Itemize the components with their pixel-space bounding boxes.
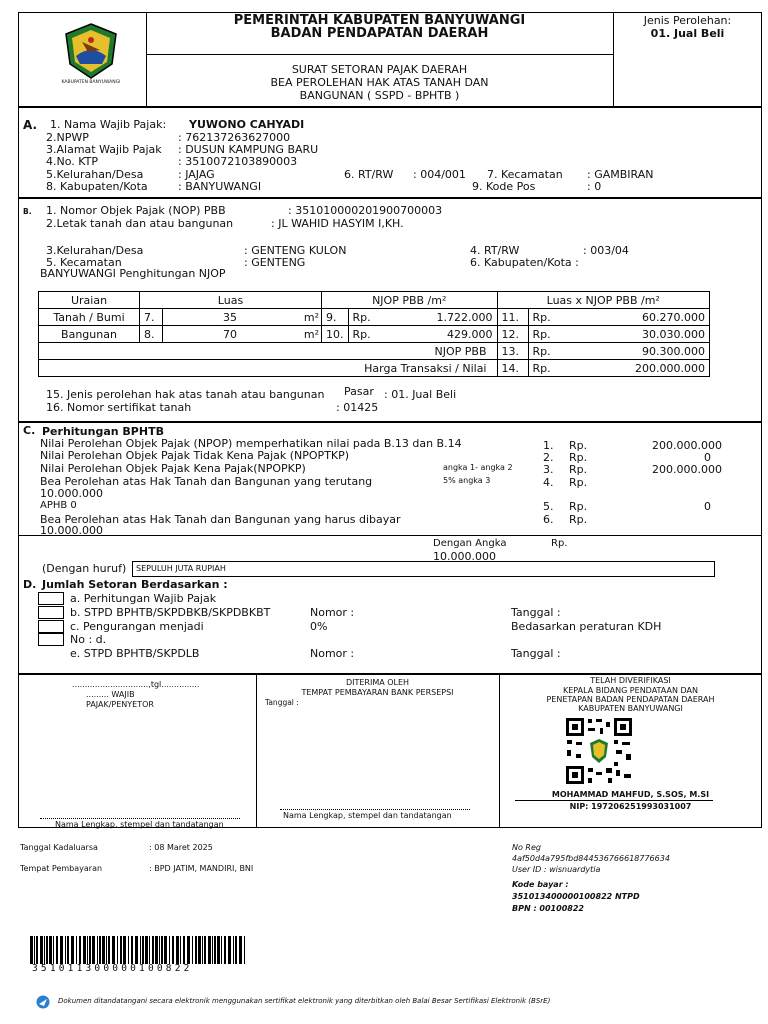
njop-pbb-no: 13. [497, 343, 528, 360]
barcode-bar [49, 936, 52, 964]
barcode-bar [120, 936, 122, 964]
table-row [39, 360, 710, 377]
barcode-bar [83, 936, 86, 964]
barcode-bar [76, 936, 77, 964]
bangunan-njop-no: 10. [322, 326, 349, 343]
njop-pbb-value: 90.300.000 [567, 343, 710, 360]
barcode-bar [235, 936, 237, 964]
barcode-bar [89, 936, 91, 964]
th-njop: NJOP PBB /m² [322, 292, 498, 309]
c-row6-value: 10.000.000 [40, 524, 103, 537]
regency-logo [62, 22, 120, 80]
barcode-bar [97, 936, 98, 964]
harga-rp: Rp. [528, 360, 567, 377]
section-b-marker: B. [23, 207, 32, 216]
barcode-bar [180, 936, 181, 964]
barcode-bar [152, 936, 154, 964]
checkbox-b[interactable] [38, 606, 64, 619]
barcode-bars [30, 936, 248, 964]
barcode-bar [217, 936, 220, 964]
barcode-bar [128, 936, 129, 964]
table-row [39, 343, 710, 360]
checkbox-d[interactable] [38, 633, 64, 646]
c-row4-note: 5% angka 3 [443, 476, 491, 485]
barcode-bar [65, 936, 66, 964]
barcode-bar [44, 936, 45, 964]
njop-table [38, 291, 710, 377]
noreg-value: 4af50d4a795fbd844536766618776634 [512, 854, 670, 863]
barcode-bar [53, 936, 54, 964]
barcode-bar [159, 936, 160, 964]
bangunan-luas-cell [163, 326, 322, 343]
barcode-bar [145, 936, 148, 964]
nop-value: : 351010000201900700003 [288, 204, 443, 217]
kodepos-value: : 0 [587, 180, 602, 193]
dengan-huruf-label: (Dengan huruf) [42, 562, 127, 575]
b-kelurahan-label: 3.Kelurahan/Desa [46, 244, 144, 257]
ktp-label: 4.No. KTP [46, 155, 98, 168]
rtrw-value: : 004/001 [413, 168, 466, 181]
c-row3-no: 3. [543, 463, 554, 476]
section-c-title: Perhitungan BPHTB [42, 425, 164, 438]
harga-transaksi-cell [39, 360, 498, 377]
c-row6-rp: Rp. [569, 513, 588, 526]
c-row4-rp: Rp. [569, 476, 588, 489]
kelurahan-label: 5.Kelurahan/Desa [46, 168, 144, 181]
barcode-bar [169, 936, 170, 964]
harga-transaksi-label2: Pasar [344, 385, 374, 398]
sig2-line1: DITERIMA OLEH [345, 678, 410, 687]
sig2-line2: TEMPAT PEMBAYARAN BANK PERSEPSI [301, 688, 454, 697]
kadaluarsa-value: : 08 Maret 2025 [149, 843, 213, 852]
barcode-bar [224, 936, 226, 964]
c-row4-no: 4. [543, 476, 554, 489]
tanah-unit: m² [303, 310, 319, 324]
b-kabupaten-label: 6. Kabupaten/Kota : [470, 256, 579, 269]
barcode-bar [183, 936, 185, 964]
nama-label: 1. Nama Wajib Pajak: [50, 118, 167, 131]
barcode-bar [60, 936, 63, 964]
sig2-underline [280, 809, 470, 810]
nop-label: 1. Nomor Objek Pajak (NOP) PBB [46, 204, 226, 217]
c-row2-no: 2. [543, 451, 554, 464]
c-row3-value: 200.000.000 [652, 463, 722, 476]
d-option-b-nomor: Nomor : [310, 606, 355, 619]
barcode-bar [135, 936, 138, 964]
c-row3-rp: Rp. [569, 463, 588, 476]
barcode-bar [142, 936, 144, 964]
barcode-bar [87, 936, 88, 964]
nama-value: YUWONO CAHYADI [189, 118, 305, 131]
kelurahan-value: : JAJAG [178, 168, 215, 181]
doc-title-line3: BANGUNAN ( SSPD - BPHTB ) [299, 89, 460, 102]
bpn-value: BPN : 00100822 [512, 904, 584, 913]
barcode-bar [34, 936, 35, 964]
table-row [39, 326, 710, 343]
verifier-name: MOHAMMAD MAHFUD, S.SOS, M.SI [551, 790, 710, 799]
rtrw-label: 6. RT/RW [344, 168, 394, 181]
barcode-bar [244, 936, 245, 964]
sig3-line1: TELAH DIVERIFIKASI [590, 676, 671, 685]
d-option-e-tanggal: Tanggal : [511, 647, 561, 660]
sig2-tanggal: Tanggal : [265, 698, 299, 707]
c-row1-rp: Rp. [569, 439, 588, 452]
barcode-bar [221, 936, 222, 964]
letak-label: 2.Letak tanah dan atau bangunan [46, 217, 234, 230]
barcode-bar [198, 936, 201, 964]
barcode-bar [56, 936, 58, 964]
verifier-nip: NIP: 197206251993031007 [569, 802, 692, 811]
barcode-bar [79, 936, 81, 964]
tanah-tot-rp: Rp. [528, 309, 567, 326]
barcode-bar [131, 936, 133, 964]
section-d-marker: D. [23, 578, 37, 591]
c-row5-no: 5. [543, 500, 554, 513]
jenis-perolehan-value: 01. Jual Beli [650, 27, 725, 40]
sig2-footer: Nama Lengkap, stempel dan tandatangan [283, 811, 452, 820]
section-c-marker: C. [23, 424, 36, 437]
barcode-bar [108, 936, 110, 964]
sig1-footer: Nama Lengkap, stempel dan tandatangan [55, 820, 224, 829]
barcode-bar [155, 936, 158, 964]
logo-caption: KABUPATEN BANYUWANGI [61, 80, 121, 85]
barcode-bar [233, 936, 234, 964]
c-row5-label: APHB 0 [40, 500, 77, 511]
d-option-a: a. Perhitungan Wajib Pajak [70, 592, 217, 605]
c-row2-value: 0 [704, 451, 711, 464]
barcode-bar [106, 936, 107, 964]
sig1-line3: PAJAK/PENYETOR [86, 700, 154, 709]
b-rtrw-label: 4. RT/RW [470, 244, 520, 257]
th-uraian: Uraian [39, 292, 140, 309]
harga-no: 14. [497, 360, 528, 377]
doc-title-line1: SURAT SETORAN PAJAK DAERAH [291, 63, 468, 76]
tanah-no: 7. [140, 309, 163, 326]
b-rtrw-value: : 003/04 [583, 244, 629, 257]
barcode-bar [102, 936, 105, 964]
checkbox-c[interactable] [38, 620, 64, 633]
c-row3-note: angka 1- angka 2 [443, 463, 513, 472]
section-a-marker: A. [23, 118, 38, 132]
barcode-bar [149, 936, 150, 964]
tanah-njop-no: 9. [322, 309, 349, 326]
dengan-angka-rp: Rp. [551, 538, 568, 549]
barcode-bar [176, 936, 179, 964]
b-kabupaten-cont: BANYUWANGI Penghitungan NJOP [40, 267, 226, 280]
c-row1-label: Nilai Perolehan Objek Pajak (NPOP) memperhatikan nilai pada B.13 dan B.14 [40, 437, 462, 450]
sig1-line1: ..............................,tgl............... [72, 680, 200, 689]
d-option-e: e. STPD BPHTB/SKPDLB [70, 647, 200, 660]
checkbox-a[interactable] [38, 592, 64, 605]
sig1-underline [40, 818, 240, 819]
bangunan-tot: 30.030.000 [567, 326, 710, 343]
njop-pbb-label: NJOP PBB [39, 343, 498, 360]
kodebayar-value: 351013400000100822 NTPD [512, 892, 640, 901]
bangunan-luas: 70 [223, 327, 237, 341]
tanah-rp: Rp. [348, 309, 389, 326]
barcode-bar [140, 936, 141, 964]
ktp-value: : 3510072103890003 [178, 155, 298, 168]
kabupaten-label: 8. Kabupaten/Kota [46, 180, 148, 193]
tempat-value: : BPD JATIM, MANDIRI, BNI [149, 864, 254, 873]
d-option-b: b. STPD BPHTB/SKPDBKB/SKPDBKBT [70, 606, 271, 619]
barcode-bar [192, 936, 193, 964]
tanah-label: Tanah / Bumi [39, 309, 140, 326]
barcode-bar [239, 936, 242, 964]
barcode-bar [208, 936, 211, 964]
d-option-c: c. Pengurangan menjadi [70, 620, 204, 633]
sertifikat-label: 16. Nomor sertifikat tanah [46, 401, 192, 414]
th-luas: Luas [140, 292, 322, 309]
terbilang-value: SEPULUH JUTA RUPIAH [136, 564, 226, 573]
sig3-line4: KABUPATEN BANYUWANGI [578, 704, 683, 713]
jenis-perolehan-b-value: : 01. Jual Beli [384, 388, 457, 401]
section-d-title: Jumlah Setoran Berdasarkan : [42, 578, 228, 591]
barcode-bar [204, 936, 206, 964]
alamat-value: : DUSUN KAMPUNG BARU [178, 143, 319, 156]
verifier-name-underline [515, 800, 713, 801]
table-header-row [39, 292, 710, 309]
jenis-perolehan-label: Jenis Perolehan: [643, 14, 732, 27]
letak-value: : JL WAHID HASYIM I,KH. [271, 217, 404, 230]
barcode-bar [164, 936, 167, 964]
kecamatan-value: : GAMBIRAN [587, 168, 654, 181]
bangunan-unit: m² [303, 327, 319, 341]
barcode-digits: 351011300000100822 [32, 963, 193, 974]
tanah-njop: 1.722.000 [389, 309, 498, 326]
noreg-label: No Reg [512, 843, 541, 852]
d-option-e-nomor: Nomor : [310, 647, 355, 660]
kadaluarsa-label: Tanggal Kadaluarsa [20, 843, 98, 852]
barcode-bar [195, 936, 197, 964]
njop-pbb-rp: Rp. [528, 343, 567, 360]
b-kecamatan-value: : GENTENG [244, 256, 306, 269]
verification-qr-code[interactable] [564, 716, 634, 786]
tanah-luas: 35 [223, 310, 237, 324]
tanah-tot-no: 11. [497, 309, 528, 326]
c-row1-no: 1. [543, 439, 554, 452]
dengan-angka-value: 10.000.000 [433, 550, 496, 563]
kodepos-label: 9. Kode Pos [472, 180, 536, 193]
userid: User ID : wisnuardytia [512, 865, 601, 874]
b-kelurahan-value: : GENTENG KULON [244, 244, 347, 257]
sig3-line2: KEPALA BIDANG PENDATAAN DAN [563, 686, 698, 695]
d-option-c-pct: 0% [310, 620, 328, 633]
barcode-bar [212, 936, 213, 964]
kodebayar-label: Kode bayar : [512, 880, 569, 889]
c-row2-label: Nilai Perolehan Objek Pajak Tidak Kena Pajak (NPOPTKP) [40, 449, 350, 462]
tanah-luas-cell [163, 309, 322, 326]
doc-title-line2: BEA PEROLEHAN HAK ATAS TANAH DAN [270, 76, 489, 89]
gov-title-line2: BADAN PENDAPATAN DAERAH [270, 26, 489, 41]
bangunan-tot-no: 12. [497, 326, 528, 343]
tempat-label: Tempat Pembayaran [20, 864, 103, 873]
barcode-bar [99, 936, 101, 964]
barcode-bar [202, 936, 203, 964]
bangunan-tot-rp: Rp. [528, 326, 567, 343]
sig3-line3: PENETAPAN BADAN PENDAPATAN DAERAH [546, 695, 715, 704]
tanah-tot: 60.270.000 [567, 309, 710, 326]
barcode-bar [71, 936, 74, 964]
barcode-bar [228, 936, 231, 964]
bangunan-no: 8. [140, 326, 163, 343]
npwp-label: 2.NPWP [46, 131, 89, 144]
bangunan-rp: Rp. [348, 326, 389, 343]
barcode-bar [92, 936, 95, 964]
barcode-bar [40, 936, 43, 964]
sig1-line2: ......... WAJIB [86, 690, 135, 699]
bangunan-label: Bangunan [39, 326, 140, 343]
barcode-bar [214, 936, 216, 964]
barcode-bar [117, 936, 118, 964]
c-row4-label: Bea Perolehan atas Hak Tanah dan Bangunan yang terutang [40, 475, 373, 488]
c-row6-no: 6. [543, 513, 554, 526]
c-row5-value: 0 [704, 500, 711, 513]
c-row5-rp: Rp. [569, 500, 588, 513]
jenis-perolehan-b-label: 15. Jenis perolehan hak atas tanah atau bangunan [46, 388, 325, 401]
npwp-value: : 762137263627000 [178, 131, 291, 144]
c-row6-label: Bea Perolehan atas Hak Tanah dan Bangunan yang harus dibayar [40, 513, 401, 526]
bangunan-njop: 429.000 [389, 326, 498, 343]
dengan-angka-label: Dengan Angka [433, 538, 507, 549]
d-option-d: No : d. [70, 633, 107, 646]
barcode-bar [67, 936, 69, 964]
barcode-bar [161, 936, 163, 964]
header-divider-mid [146, 54, 613, 55]
barcode-bar [36, 936, 38, 964]
table-row [39, 309, 710, 326]
barcode-bar [123, 936, 126, 964]
bsre-icon [36, 994, 50, 1008]
c-row1-value: 200.000.000 [652, 439, 722, 452]
barcode-bar [172, 936, 174, 964]
harga-transaksi-label: Harga Transaksi / Nilai [364, 361, 487, 375]
payment-barcode[interactable] [30, 936, 248, 964]
barcode-bar [187, 936, 190, 964]
barcode-bar [46, 936, 48, 964]
kecamatan-label: 7. Kecamatan [487, 168, 563, 181]
disclaimer: Dokumen ditandatangani secara elektronik menggunakan sertifikat elektronik yang diterbitkan oleh Balai Besar Sertifikasi Elektronik (BSrE) [58, 997, 551, 1005]
kabupaten-value: : BANYUWANGI [178, 180, 262, 193]
th-luas-x-njop: Luas x NJOP PBB /m² [497, 292, 710, 309]
barcode-bar [30, 936, 33, 964]
d-option-b-tanggal: Tanggal : [511, 606, 561, 619]
d-option-c-note: Bedasarkan peraturan KDH [511, 620, 662, 633]
gov-title-line1: PEMERINTAH KABUPATEN BANYUWANGI [233, 13, 526, 28]
c-row4-value: 10.000.000 [40, 487, 103, 500]
harga-value: 200.000.000 [567, 360, 710, 377]
barcode-bar [112, 936, 115, 964]
sertifikat-value: : 01425 [336, 401, 379, 414]
c-row2-rp: Rp. [569, 451, 588, 464]
alamat-label: 3.Alamat Wajib Pajak [46, 143, 162, 156]
b-kecamatan-label: 5. Kecamatan [46, 256, 122, 269]
c-row3-label: Nilai Perolehan Objek Pajak Kena Pajak(NPOPKP) [40, 462, 306, 475]
